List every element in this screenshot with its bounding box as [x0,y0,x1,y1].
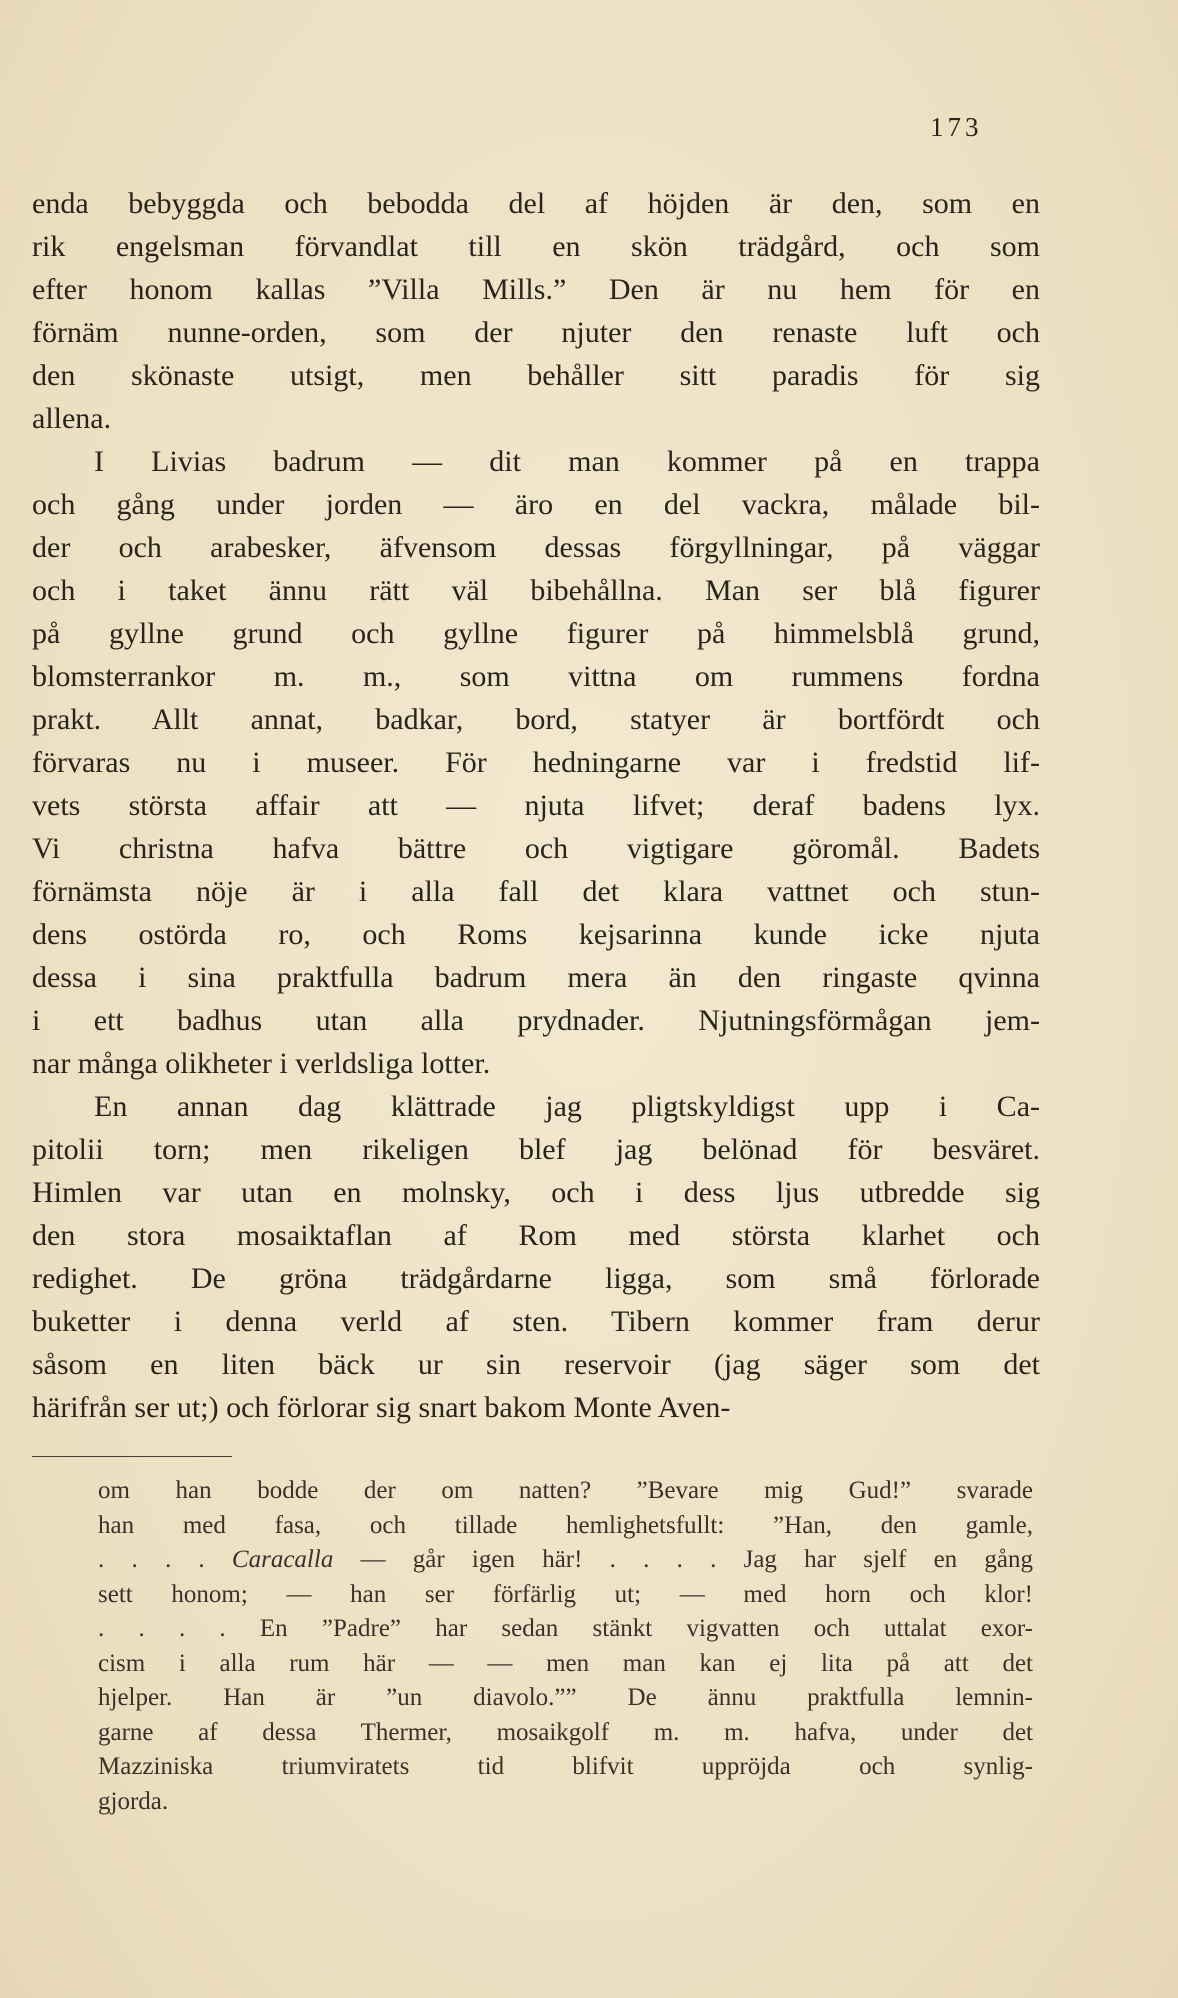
main-text-line: Vi christna hafva bättre och vigtigare göromål. Badets [32,832,1040,865]
main-text-line: En annan dag klättrade jag pligtskyldigst upp i Ca- [94,1090,1040,1123]
main-text-line: förnämsta nöje är i alla fall det klara vattnet och stun- [32,875,1040,908]
main-text-line: den skönaste utsigt, men behåller sitt paradis för sig [32,359,1040,392]
footnote-line: hjelper. Han är ”un diavolo.”” De ännu praktfulla lemnin- [98,1684,1033,1711]
main-text-line: efter honom kallas ”Villa Mills.” Den är nu hem för en [32,273,1040,306]
footnote-line: han med fasa, och tillade hemlighetsfullt: ”Han, den gamle, [98,1511,1033,1539]
main-text-line: och gång under jorden — äro en del vackra, målade bil- [32,488,1040,521]
main-text-line: blomsterrankor m. m., som vittna om rummens fordna [32,660,1040,693]
footnote-rule [32,1456,232,1457]
footnote-line: sett honom; — han ser förfärlig ut; — med horn och klor! [98,1580,1033,1608]
footnote [98,1474,1033,1819]
main-text-line: Himlen var utan en molnsky, och i dess ljus utbredde sig [32,1176,1040,1209]
main-text-line: rik engelsman förvandlat till en skön trädgård, och som [32,230,1040,263]
main-text-line: såsom en liten bäck ur sin reservoir (jag säger som det [32,1348,1040,1381]
main-text-line: härifrån ser ut;) och förlorar sig snart bakom Monte Aven- [32,1391,731,1424]
main-text-line: der och arabesker, äfvensom dessas förgyllningar, på väggar [32,531,1040,564]
main-text-line: redighet. De gröna trädgårdarne ligga, som små förlorade [32,1262,1040,1295]
main-text [32,182,1040,1429]
footnote-line: garne af dessa Thermer, mosaikgolf m. m. hafva, under det [98,1718,1033,1746]
footnote-line: cism i alla rum här — — men man kan ej lita på att det [98,1649,1033,1677]
main-text-line: enda bebyggda och bebodda del af höjden är den, som en [32,187,1040,220]
main-text-line: dessa i sina praktfulla badrum mera än den ringaste qvinna [32,961,1040,994]
main-text-line: den stora mosaiktaflan af Rom med största klarhet och [32,1219,1040,1252]
footnote-line: . . . . Caracalla — går igen här! . . . . Jag har sjelf en gång [98,1546,1033,1573]
main-text-line: i ett badhus utan alla prydnader. Njutningsförmågan jem- [32,1004,1040,1037]
footnote-line: . . . . En ”Padre” har sedan stänkt vigvatten och uttalat exor- [98,1615,1033,1642]
main-text-line: på gyllne grund och gyllne figurer på himmelsblå grund, [32,617,1040,650]
main-text-line: allena. [32,402,112,435]
main-text-line: förvaras nu i museer. För hedningarne var i fredstid lif- [32,746,1040,779]
footnote-line: Mazziniska triumviratets tid blifvit uppröjda och synlig- [98,1753,1033,1780]
main-text-line: förnäm nunne-orden, som der njuter den renaste luft och [32,316,1040,349]
footnote-line: om han bodde der om natten? ”Bevare mig Gud!” svarade [98,1477,1033,1504]
main-text-line: prakt. Allt annat, badkar, bord, statyer är bortfördt och [32,703,1040,736]
main-text-line: buketter i denna verld af sten. Tibern kommer fram derur [32,1305,1040,1338]
main-text-line: dens ostörda ro, och Roms kejsarinna kunde icke njuta [32,918,1040,951]
main-text-line: vets största affair att — njuta lifvet; deraf badens lyx. [32,789,1040,822]
page-number: 173 [930,112,983,142]
main-text-line: I Livias badrum — dit man kommer på en trappa [94,445,1040,478]
main-text-line: och i taket ännu rätt väl bibehållna. Man ser blå figurer [32,574,1040,607]
footnote-line: gjorda. [98,1787,169,1815]
main-text-line: nar många olikheter i verldsliga lotter. [32,1047,491,1080]
main-text-line: pitolii torn; men rikeligen blef jag belönad för besväret. [32,1133,1040,1166]
